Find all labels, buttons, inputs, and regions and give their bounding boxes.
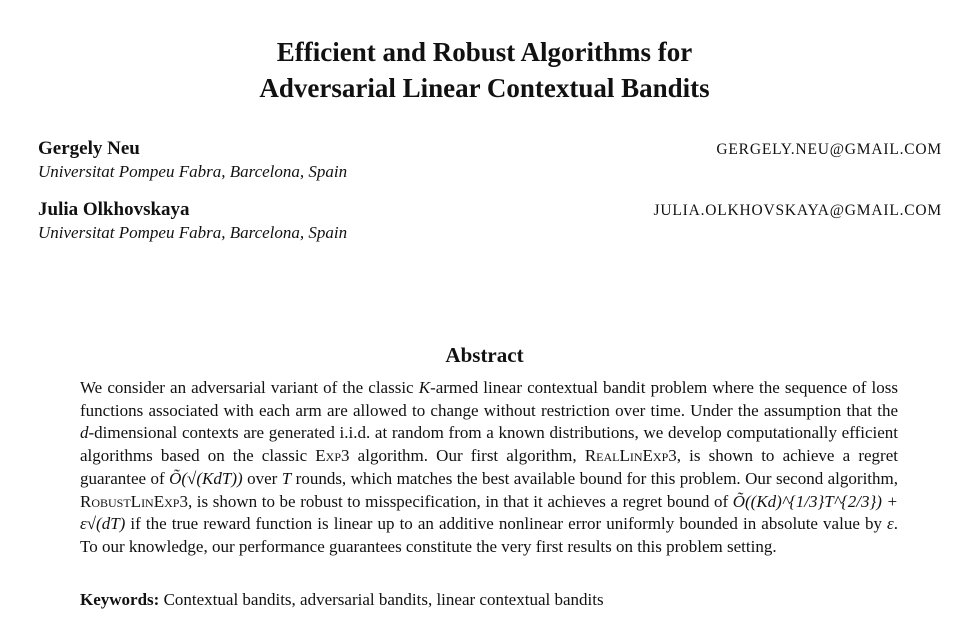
author-affiliation: Universitat Pompeu Fabra, Barcelona, Spain (38, 162, 348, 181)
author-email[interactable]: GERGELY.NEU@GMAIL.COM (716, 141, 942, 158)
abstract-segment: over (242, 468, 282, 488)
author-name: Gergely Neu (38, 138, 140, 159)
keywords-list: Contextual bandits, adversarial bandits, linear contextual bandits (163, 590, 604, 609)
abstract-segment: We consider an adversarial variant of the classic (80, 378, 419, 397)
author-block-2 (38, 199, 942, 244)
title-line-2: Adversarial Linear Contextual Bandits (259, 73, 710, 103)
algorithm-name: RealLinExp3 (584, 446, 677, 466)
abstract-segment: , is shown to be robust to misspecification, in that it achieves a regret bound of (187, 491, 733, 511)
paper-title (0, 34, 969, 106)
algorithm-name: RobustLinExp3 (80, 491, 188, 511)
math-symbol: d (80, 423, 89, 443)
abstract-segment: , is shown to achieve a regret guarantee of (80, 446, 898, 488)
author-email[interactable]: JULIA.OLKHOVSKAYA@GMAIL.COM (653, 202, 942, 219)
author-block-1 (38, 138, 942, 183)
abstract-segment: . To our knowledge, our performance guarantees constitute the very first results on this problem setting. (80, 514, 898, 556)
abstract-text (80, 377, 898, 559)
math-formula: Õ(√(KdT)) (169, 468, 243, 488)
keywords-label: Keywords: (80, 590, 160, 609)
math-symbol: K (418, 378, 431, 397)
abstract-segment: algorithm. Our first algorithm, (349, 446, 585, 466)
math-symbol: T (281, 468, 292, 488)
author-affiliation: Universitat Pompeu Fabra, Barcelona, Spain (38, 223, 348, 242)
abstract-segment: -armed linear contextual bandit problem where the sequence of loss functions associated with each arm are allowed to change without restriction over time. Under the assumption that the (80, 378, 899, 420)
abstract-segment: rounds, which matches the best available bound for this problem. Our second algorithm, (291, 468, 898, 488)
abstract-segment: if the true reward function is linear up to an additive nonlinear error uniformly bounded in absolute value by (125, 514, 888, 534)
math-symbol: ε (887, 514, 894, 534)
abstract-segment: -dimensional contexts are generated i.i.d. at random from a known distributions, we develop computationally efficient algorithms based on the classic (80, 423, 898, 466)
abstract-heading: Abstract (445, 343, 524, 367)
keywords-line (80, 589, 898, 611)
author-name: Julia Olkhovskaya (38, 199, 190, 220)
math-formula: Õ((Kd)^{1/3}T^{2/3}) + ε√(dT) (80, 491, 898, 534)
title-line-1: Efficient and Robust Algorithms for (276, 37, 693, 67)
algorithm-name: Exp3 (315, 446, 350, 466)
